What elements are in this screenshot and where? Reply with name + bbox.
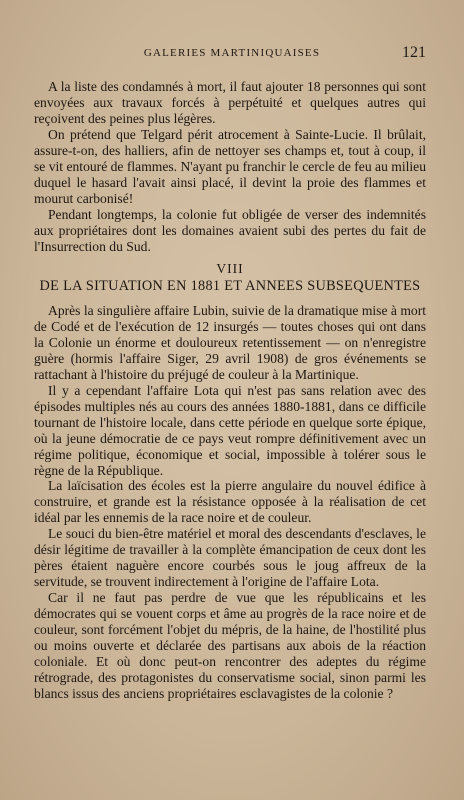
paragraph: Après la singulière affaire Lubin, suivie de la dramatique mise à mort de Codé et de l'exécution de 12 insurgés — toutes choses qui ont dans la Colonie un énorme et douloureux retentissement — on n'enregistre guère (hormis l'affaire Siger, 29 avril 1908) de gros événements se rattachant à l'histoire du préjugé de couleur à la Martinique.: [34, 303, 426, 382]
paragraph: La laïcisation des écoles est la pierre angulaire du nouvel édifice à construire, et grande est la résistance opposée à la réalisation de cet idéal par les ennemis de la race noire et de couleur.: [34, 478, 426, 526]
paragraph: A la liste des condamnés à mort, il faut ajouter 18 personnes qui sont envoyées aux travaux forcés à perpétuité et quelques autres qui reçoivent des peines plus légères.: [34, 79, 426, 126]
paragraph: Le souci du bien-être matériel et moral des descendants d'esclaves, le désir légitime de travailler à la complète émancipation de ceux dont les pères étaient naguère encore courbés sous le joug affreux de la servitude, se trouvent indirectement à l'origine de l'affaire Lota.: [34, 526, 426, 590]
running-head: [38, 44, 426, 65]
paragraph: On prétend que Telgard périt atrocement à Sainte-Lucie. Il brûlait, assure-t-on, des halliers, afin de nettoyer ses champs et, tout à coup, il se vit entouré de flammes. N'ayant pu franchir le cercle de feu au milieu duquel le hasard l'avait ainsi placé, il devint la proie des flammes et mourut carbonisé!: [34, 126, 426, 206]
paragraph: Car il ne faut pas perdre de vue que les républicains et les démocrates qui se vouent corps et âme au progrès de la race noire et de couleur, sont forcément l'objet du mépris, de la haine, de l'hostilité plus ou moins ouverte et déclarée des partisans aux abois de la réaction coloniale. Et où donc peut-on rencontrer des adeptes du régime rétrograde, des protagonistes du conservatisme social, sinon parmi les blancs issus des anciens propriétaires esclavagistes de la colonie ?: [34, 590, 426, 701]
section-number: VIII: [216, 261, 244, 276]
paragraph: Il y a cependant l'affaire Lota qui n'est pas sans relation avec des épisodes multiples nés au cours des années 1880-1881, dans ce difficile tournant de l'histoire locale, dans cette période en quelque sorte épique, où la jeune démocratie de ce pays veut rompre définitivement avec un régime politique, économique et social, impossible à tolérer sous le règne de la République.: [34, 382, 426, 478]
text-block-before: [34, 79, 426, 254]
page-number: 121: [402, 44, 426, 61]
text-block-after: [34, 303, 426, 702]
running-title: GALERIES MARTINIQUAISES: [143, 47, 321, 59]
section-title: DE LA SITUATION EN 1881 ET ANNEES SUBSEQUENTES: [39, 278, 421, 294]
paragraph: Pendant longtemps, la colonie fut obligée de verser des indemnités aux propriétaires dont les domaines avaient subi des pertes du fait de l'Insurrection du Sud.: [34, 206, 426, 254]
